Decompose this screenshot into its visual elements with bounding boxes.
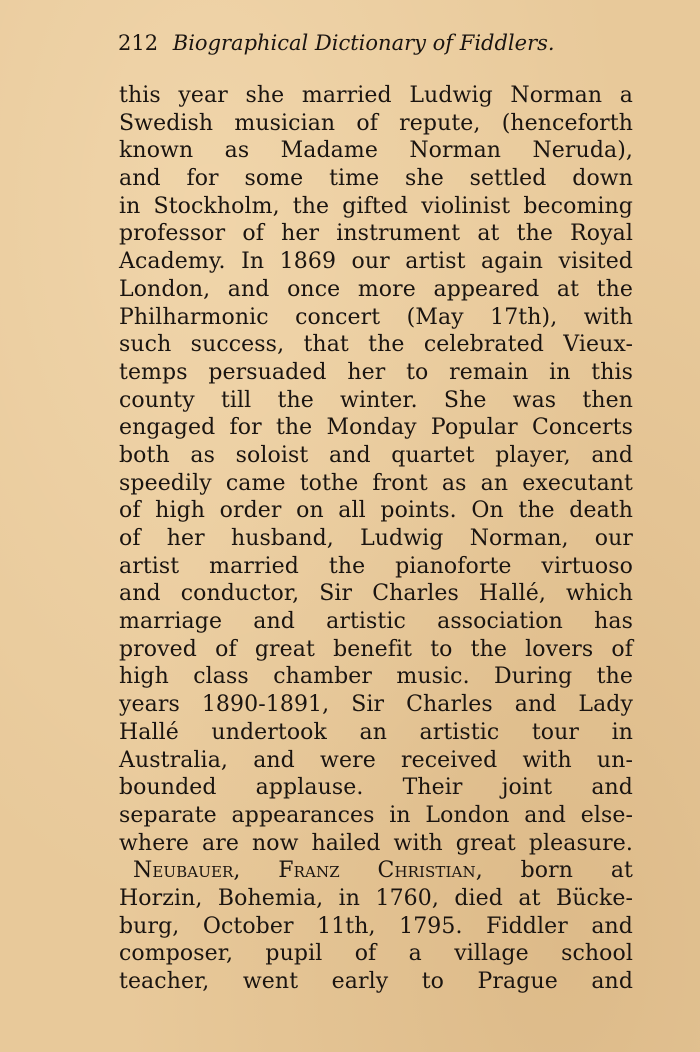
text-line: professor of her instrument at the Royal <box>119 221 633 247</box>
body-text <box>119 82 633 996</box>
text-line: artist married the pianoforte virtuoso <box>119 553 633 579</box>
text-line: such success, that the celebrated Vieux- <box>119 332 633 358</box>
text-line: and for some time she settled down <box>119 166 633 192</box>
text-line: this year she married Ludwig Norman a <box>119 83 633 108</box>
entry-headword: Neubauer, Franz Christian, <box>133 858 483 884</box>
text-line: speedily came tothe front as an executant <box>119 470 633 496</box>
running-head <box>118 28 638 58</box>
entry-first-line <box>119 857 633 885</box>
text-line: burg, October 11th, 1795. Fiddler and <box>119 913 633 939</box>
text-line: engaged for the Monday Popular Concerts <box>119 415 633 441</box>
entry-first-line-rest: born at <box>482 858 633 884</box>
text-line: Swedish musician of repute, (henceforth <box>119 110 633 136</box>
text-line: Australia, and were received with un- <box>119 747 633 773</box>
text-line: Academy. In 1869 our artist again visited <box>119 249 633 275</box>
text-line: marriage and artistic association has <box>119 609 633 635</box>
text-line: where are now hailed with great pleasure. <box>119 830 633 856</box>
text-line: high class chamber music. During the <box>119 664 633 690</box>
text-line: bounded applause. Their joint and <box>119 775 633 801</box>
text-line: and conductor, Sir Charles Hallé, which <box>119 581 633 607</box>
text-line: London, and once more appeared at the <box>119 276 633 302</box>
running-title: Biographical Dictionary of Fiddlers. <box>172 31 555 55</box>
text-line: composer, pupil of a village school <box>119 941 633 967</box>
text-line: temps persuaded her to remain in this <box>119 359 633 385</box>
text-line: known as Madame Norman Neruda), <box>119 138 633 164</box>
text-line: of her husband, Ludwig Norman, our <box>119 526 633 551</box>
text-line: teacher, went early to Prague and <box>119 969 633 994</box>
text-line: in Stockholm, the gifted violinist becoming <box>119 193 633 219</box>
text-line: proved of great benefit to the lovers of <box>119 636 633 662</box>
text-line: both as soloist and quartet player, and <box>119 442 633 468</box>
text-line: of high order on all points. On the death <box>119 498 633 524</box>
text-line: Philharmonic concert (May 17th), with <box>119 304 633 330</box>
text-line: Hallé undertook an artistic tour in <box>119 719 633 745</box>
text-line: years 1890-1891, Sir Charles and Lady <box>119 692 633 718</box>
text-line: Horzin, Bohemia, in 1760, died at Bücke- <box>119 885 633 911</box>
text-line: separate appearances in London and else- <box>119 802 633 828</box>
text-line: county till the winter. She was then <box>119 387 633 413</box>
page-number: 212 <box>118 31 159 55</box>
